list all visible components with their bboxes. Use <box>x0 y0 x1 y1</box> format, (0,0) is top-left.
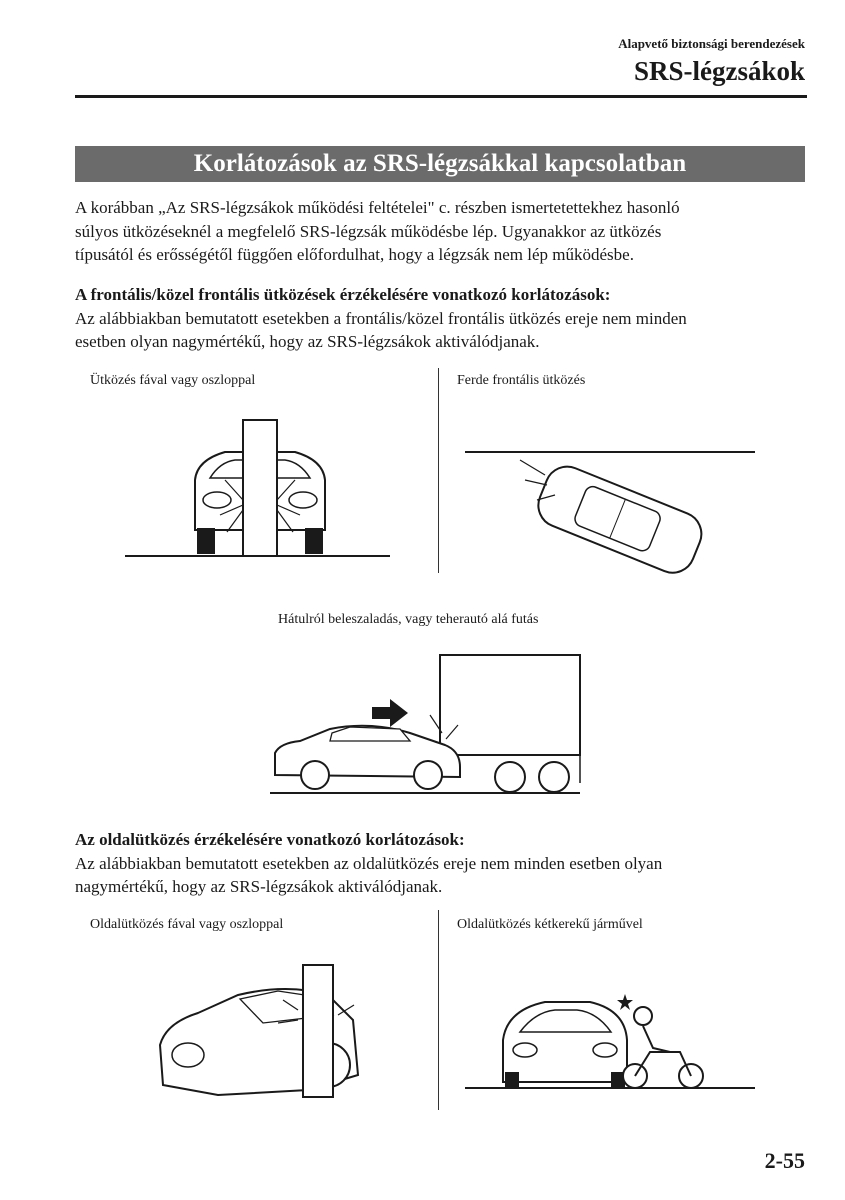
header-section-label: Alapvető biztonsági berendezések <box>618 36 805 51</box>
figure-caption-pole-front: Ütközés fával vagy oszloppal <box>90 373 256 388</box>
section-title-bar: Korlátozások az SRS-légzsákkal kapcsolatban <box>75 146 805 182</box>
intro-line: súlyos ütközéseknél a megfelelő SRS-légzsák működésbe lép. Ugyanakkor az ütközés <box>75 221 662 241</box>
frontal-heading: A frontális/közel frontális ütközések érzékelésére vonatkozó korlátozások: <box>75 285 611 304</box>
frontal-line: esetben olyan nagymértékű, hogy az SRS-légzsákok aktiválódjanak. <box>75 332 540 351</box>
intro-line: típusától és erősségétől függően előfordulhat, hogy a légzsák nem lép működésbe. <box>75 245 634 264</box>
pole-front-illustration <box>125 420 415 570</box>
frontal-limitations <box>75 283 810 354</box>
page-number: 2-55 <box>764 1148 805 1173</box>
figure-caption-underride: Hátulról beleszaladás, vagy teherautó alá futás <box>278 612 539 627</box>
intro-paragraph <box>75 196 810 267</box>
page-title: SRS-légzsákok <box>633 56 805 86</box>
pole-side-illustration <box>158 965 368 1100</box>
side-line: Az alábbiakban bemutatott esetekben az oldalütközés ereje nem minden esetben olyan <box>75 853 663 873</box>
side-heading: Az oldalütközés érzékelésére vonatkozó korlátozások: <box>75 830 465 849</box>
figure-caption-pole-side: Oldalütközés fával vagy oszloppal <box>90 917 284 932</box>
underride-illustration <box>270 655 590 800</box>
figure-divider <box>438 368 439 573</box>
side-limitations <box>75 828 810 899</box>
figure-divider <box>438 910 439 1110</box>
intro-line: A korábban „Az SRS-légzsákok működési feltételei" c. részben ismertetettekhez hasonló <box>75 198 680 217</box>
header-rule <box>75 95 807 98</box>
frontal-line: Az alábbiakban bemutatott esetekben a frontális/közel frontális ütközés ereje nem minden <box>75 308 687 328</box>
side-line: nagymértékű, hogy az SRS-légzsákok aktiválódjanak. <box>75 877 443 896</box>
figure-caption-oblique: Ferde frontális ütközés <box>457 373 586 388</box>
oblique-illustration <box>465 440 765 570</box>
two-wheeler-illustration <box>465 990 765 1100</box>
figure-caption-two-wheeler: Oldalütközés kétkerekű járművel <box>457 917 643 932</box>
